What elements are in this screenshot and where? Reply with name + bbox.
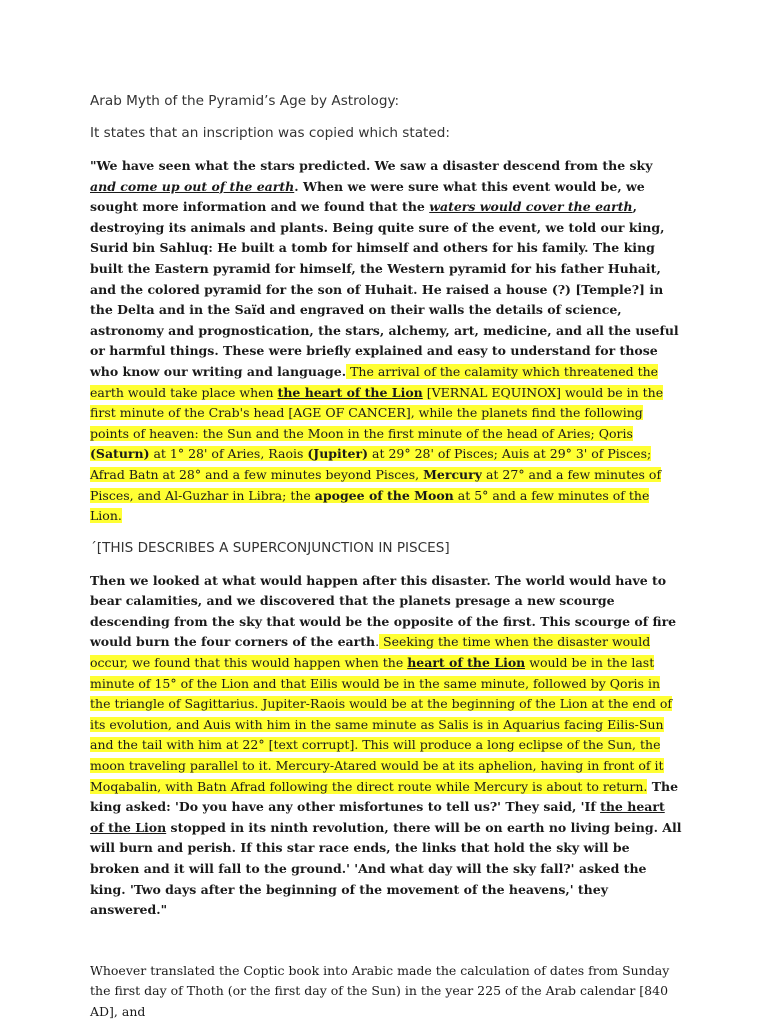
highlight-span: at 27° and a few minutes of Pisces, and Al-Guzhar in Libra; the bbox=[90, 466, 662, 503]
emphasis-apogee: apogee of the Moon bbox=[314, 487, 454, 503]
paragraph-gap bbox=[90, 933, 682, 961]
highlight-span: The arrival of the calamity which threatened the earth would take place when bbox=[90, 363, 659, 400]
emphasis-waters: waters would cover the earth bbox=[429, 199, 633, 215]
highlight-span: [VERNAL EQUINOX] would be in the first minute of the Crab's head [AGE OF CANCER], while the planets find the following points of heaven: the Sun and the Moon in the first minute of the head of Aries; Qoris bbox=[90, 384, 664, 441]
highlight-span: Seeking the time when the disaster would occur, we found that this would happen when the bbox=[90, 634, 651, 671]
text-span: stopped in its ninth revolution, there will be on earth no living being. All will burn and perish. If this star race ends, the links that hold the sky will be broken and it will fall to the ground.' 'And what day will the sky fall?' asked the king. 'Two days after the beginning of the movement of the heavens,' they answered." bbox=[90, 819, 682, 918]
highlight-span: at 1° 28' of Aries, Raois bbox=[149, 446, 308, 462]
highlight-span: would be in the last minute of 15° of the Lion and that Eilis would be in the same minute, followed by Qoris in the triangle of Sagittarius. Jupiter-Raois would be at the beginning of the Lion at the end of its evolution, and Auis with him in the same minute as Salis is in Aquarius facing Eilis-Sun and the tail with him at 22° [text corrupt]. bbox=[90, 655, 673, 753]
text-span: The king asked: 'Do you have any other misfortunes to tell us?' They said, 'If bbox=[90, 778, 679, 815]
highlight-span: This will produce a long eclipse of the Sun, the moon traveling parallel to it. Mercury-Atared would be at its aphelion, having in front of it Moqabalin, with Batn Afrad following the direct route while Mercury is about to return. bbox=[90, 737, 664, 794]
document-subtitle: It states that an inscription was copied which stated: bbox=[90, 125, 450, 141]
text-span: , destroying its animals and plants. Being quite sure of the event, we told our king, Surid bin Sahluq: He built a tomb for himself and others for his family. The king built the Eastern pyramid for himself, the Western pyramid for his father Huhait, and the colored pyramid for the son of Huhait. He raised a house (?) [Temple?] in the Delta and in the Saïd and engraved on their walls the details of science, astronomy and prognostication, the stars, alchemy, art, medicine, and all the useful or harmful things. These were briefly explained and easy to understand for those who know our writing and language. bbox=[90, 199, 679, 379]
document-title: Arab Myth of the Pyramid’s Age by Astrology: bbox=[90, 93, 400, 109]
text-span: Then we looked at what would happen after this disaster. The world would have to bear calamities, and we discovered that the planets presage a new scourge descending from the sky that would be the opposite of the first. This scourge of fire would burn the four corners of the earth bbox=[90, 572, 677, 650]
paragraph-second-scourge bbox=[90, 571, 682, 921]
text-span: "We have seen what the stars predicted. We saw a disaster descend from the sky bbox=[90, 158, 653, 173]
emphasis-heart-of-lion: the heart of the Lion bbox=[90, 799, 665, 835]
emphasis-heart-of-lion: the heart of the Lion bbox=[277, 384, 423, 400]
highlight-span: at 5° and a few minutes of the Lion. bbox=[90, 487, 650, 524]
emphasis-jupiter: (Jupiter) bbox=[307, 446, 369, 462]
superconjunction-note: ´[THIS DESCRIBES A SUPERCONJUNCTION IN PISCES] bbox=[90, 539, 450, 556]
text-span: . When we were sure what this event would be, we sought more information and we found that the bbox=[90, 178, 645, 215]
paragraph-translation: Whoever translated the Coptic book into Arabic made the calculation of dates from Sunday the first day of Thoth (or the first day of the Sun) in the year 225 of the Arab calendar [840 AD], and bbox=[90, 962, 670, 1019]
emphasis-mercury: Mercury bbox=[423, 466, 482, 482]
emphasis-heart-of-lion: heart of the Lion bbox=[407, 655, 526, 671]
text-span: . bbox=[375, 634, 380, 650]
paragraph-inscription bbox=[90, 156, 682, 527]
highlight-span: at 29° 28' of Pisces; Auis at 29° 3' of Pisces; Afrad Batn at 28° and a few minutes beyond Pisces, bbox=[90, 446, 652, 482]
emphasis-come-up: and come up out of the earth bbox=[90, 178, 295, 194]
emphasis-saturn: (Saturn) bbox=[90, 446, 150, 462]
